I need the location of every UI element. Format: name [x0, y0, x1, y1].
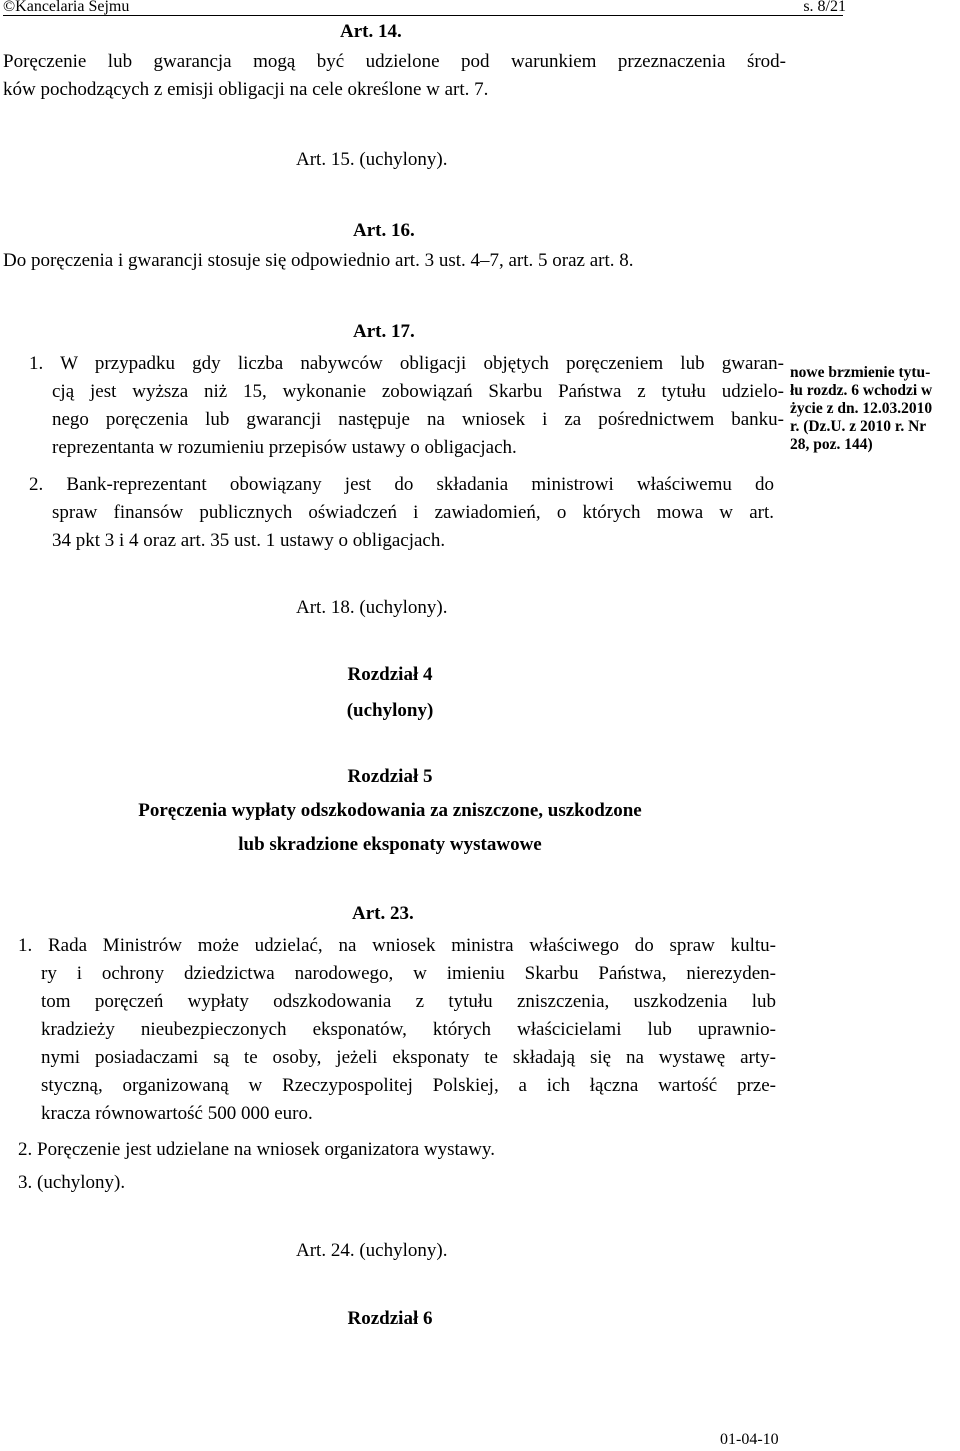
art16-title: Art. 16. — [353, 220, 415, 241]
art23-p1-line-5: nymi posiadaczami są te osoby, jeżeli eksponaty te składają się na wystawę arty- — [41, 1047, 776, 1068]
art17-p2-line-1: 2. Bank-reprezentant obowiązany jest do składania ministrowi właściwemu do — [29, 474, 774, 495]
header-rule — [3, 15, 843, 16]
page-header — [0, 0, 960, 14]
art14-title: Art. 14. — [340, 21, 402, 42]
chapter5-title: Rozdział 5 — [347, 766, 433, 787]
side-note-line: życie z dn. 12.03.2010 — [790, 400, 933, 417]
art23-p3: 3. (uchylony). — [18, 1172, 126, 1193]
page-number: s. 8/21 — [803, 0, 846, 15]
chapter5-subtitle-line-2: lub skradzione eksponaty wystawowe — [238, 834, 542, 855]
art23-p1-line-3: tom poręczeń wypłaty odszkodowania z tytułu zniszczenia, uszkodzenia lub — [41, 991, 776, 1012]
art17-p1-line-1: 1. W przypadku gdy liczba nabywców obligacji objętych poręczeniem lub gwaran- — [29, 353, 784, 374]
publisher-label: ©Kancelaria Sejmu — [3, 0, 130, 15]
footer-date: 01-04-10 — [720, 1431, 779, 1448]
art23-p1-line-4: kradzieży nieubezpieczonych eksponatów, których właścicielami lub uprawnio- — [41, 1019, 776, 1040]
art23-p1-line-7: kracza równowartość 500 000 euro. — [41, 1103, 313, 1124]
art17-p1-line-4: reprezentanta w rozumieniu przepisów ustawy o obligacjach. — [52, 437, 517, 458]
side-note-line: nowe brzmienie tytu- — [790, 364, 931, 381]
side-note-line: 28, poz. 144) — [790, 436, 873, 453]
side-note-line: r. (Dz.U. z 2010 r. Nr — [790, 418, 927, 435]
side-note-line: łu rozdz. 6 wchodzi w — [790, 382, 933, 399]
art18-title: Art. 18. (uchylony). — [296, 597, 448, 618]
art17-p2-line-3: 34 pkt 3 i 4 oraz art. 35 ust. 1 ustawy o obligacjach. — [52, 530, 446, 551]
side-note — [790, 364, 960, 454]
art14-line-2: ków pochodzących z emisji obligacji na cele określone w art. 7. — [3, 79, 489, 100]
art17-p1-line-2: cją jest wyższa niż 15, wykonanie zobowiązań Skarbu Państwa z tytułu udzielo- — [52, 381, 784, 402]
chapter4-title: Rozdział 4 — [347, 664, 433, 685]
chapter4-subtitle: (uchylony) — [346, 700, 434, 721]
art23-p1-line-6: styczną, organizowaną w Rzeczypospolitej Polskiej, a ich łączna wartość prze- — [41, 1075, 776, 1096]
art23-p1-line-1: 1. Rada Ministrów może udzielać, na wniosek ministra właściwego do spraw kultu- — [18, 935, 776, 956]
chapter6-title: Rozdział 6 — [347, 1308, 433, 1329]
art24-title: Art. 24. (uchylony). — [296, 1240, 448, 1261]
art23-p2: 2. Poręczenie jest udzielane na wniosek organizatora wystawy. — [18, 1139, 495, 1160]
art23-title: Art. 23. — [352, 903, 414, 924]
art17-p1-line-3: nego poręczenia lub gwarancji następuje na wniosek i za pośrednictwem banku- — [52, 409, 784, 430]
art17-title: Art. 17. — [353, 321, 415, 342]
art15-title: Art. 15. (uchylony). — [296, 149, 448, 170]
chapter5-subtitle-line-1: Poręczenia wypłaty odszkodowania za zniszczone, uszkodzone — [138, 800, 642, 821]
art14-line-1: Poręczenie lub gwarancja mogą być udzielone pod warunkiem przeznaczenia środ- — [3, 51, 786, 72]
art16-text: Do poręczenia i gwarancji stosuje się odpowiednio art. 3 ust. 4–7, art. 5 oraz art. 8. — [3, 250, 634, 271]
art17-p2-line-2: spraw finansów publicznych oświadczeń i zawiadomień, o których mowa w art. — [52, 502, 774, 523]
art23-p1-line-2: ry i ochrony dziedzictwa narodowego, w imieniu Skarbu Państwa, nierezyden- — [41, 963, 776, 984]
